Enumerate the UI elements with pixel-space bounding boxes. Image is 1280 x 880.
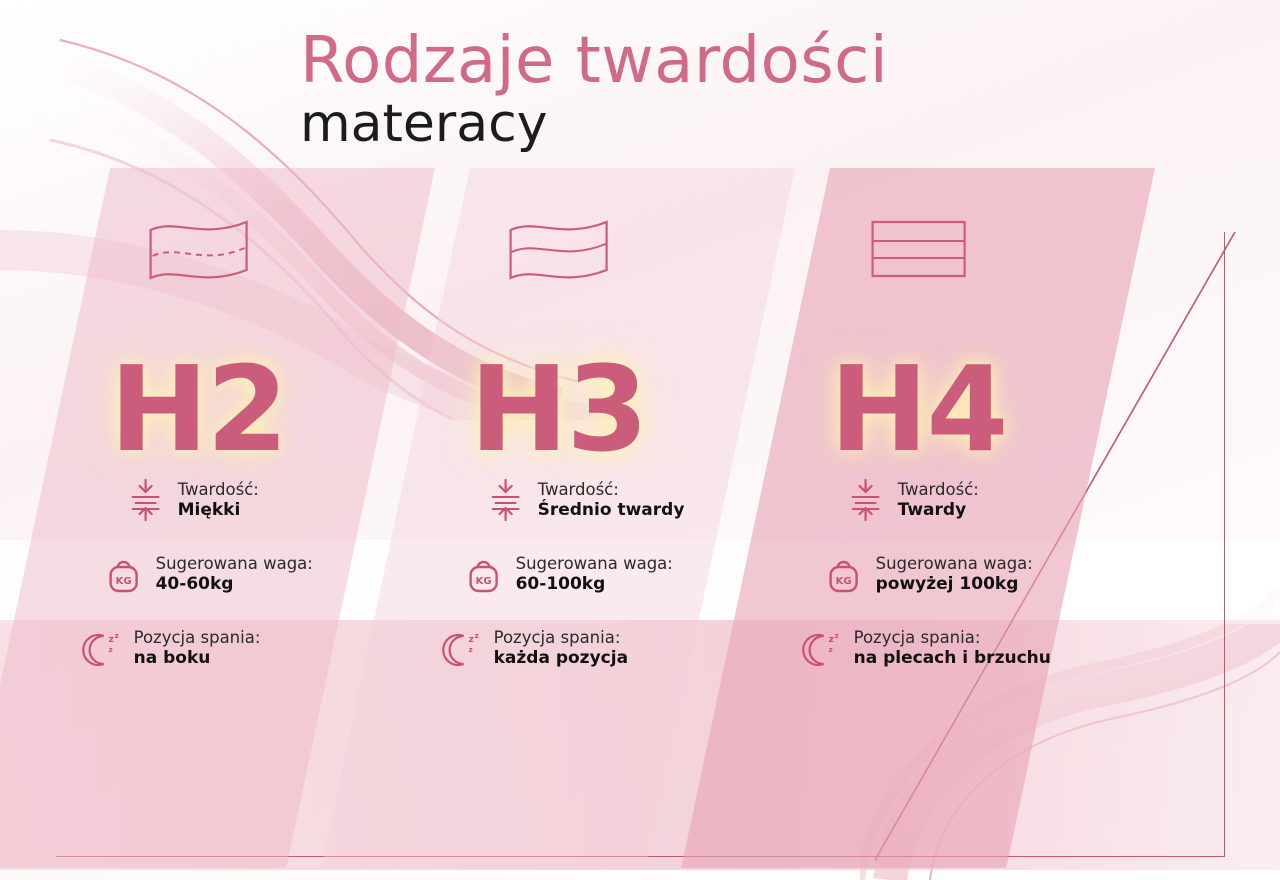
svg-text:z: z (108, 646, 113, 654)
svg-text:z: z (108, 635, 114, 645)
mattress-layers-icon (498, 208, 618, 300)
hardness-value-h4: Twardy (897, 499, 967, 520)
info-row-position (442, 626, 773, 670)
header (300, 24, 1000, 155)
kg-badge-text: KG (475, 576, 492, 587)
page-subtitle: materacy (300, 94, 548, 155)
mattress-layers-icon (138, 208, 258, 300)
hardness-code-h3: H3 (469, 340, 647, 478)
info-row-hardness (486, 478, 773, 522)
position-value-h3: każda pozycja (493, 647, 629, 668)
page-title: Rodzaje twardości (300, 24, 889, 98)
kettlebell-kg-icon (824, 552, 864, 596)
info-row-position (82, 626, 413, 670)
svg-text:z: z (834, 632, 839, 640)
panel-info-rows-h3 (396, 478, 773, 700)
weight-label-h3: Sugerowana waga: (515, 553, 673, 573)
info-row-weight (104, 552, 413, 596)
svg-text:z: z (114, 632, 119, 640)
svg-text:z: z (828, 635, 834, 645)
hardness-value-h2: Miękki (177, 499, 241, 520)
hardness-label-h3: Twardość: (537, 479, 619, 499)
kettlebell-kg-icon (104, 552, 144, 596)
weight-value-h2: 40-60kg (155, 573, 234, 594)
weight-value-h3: 60-100kg (515, 573, 606, 594)
info-row-hardness (126, 478, 413, 522)
position-value-h4: na plecach i brzuchu (853, 647, 1051, 668)
hardness-code-h2: H2 (109, 340, 287, 478)
kg-badge-text: KG (835, 576, 852, 587)
info-row-weight (824, 552, 1133, 596)
weight-value-h4: powyżej 100kg (875, 573, 1019, 594)
compression-arrows-icon (846, 478, 886, 522)
position-value-h2: na boku (133, 647, 211, 668)
sleeping-moon-zzz-icon (802, 626, 842, 670)
weight-label-h2: Sugerowana waga: (155, 553, 313, 573)
sleeping-moon-zzz-icon (82, 626, 122, 670)
svg-text:z: z (468, 646, 473, 654)
hardness-value-h3: Średnio twardy (537, 499, 685, 520)
info-row-weight (464, 552, 773, 596)
position-label-h2: Pozycja spania: (133, 627, 261, 647)
panel-info-rows-h2 (36, 478, 413, 700)
hardness-code-h4: H4 (829, 340, 1007, 478)
sleeping-moon-zzz-icon (442, 626, 482, 670)
hardness-label-h2: Twardość: (177, 479, 259, 499)
svg-text:z: z (828, 646, 833, 654)
info-row-position (802, 626, 1133, 670)
panel-info-rows-h4 (756, 478, 1133, 700)
svg-text:z: z (468, 635, 474, 645)
position-label-h4: Pozycja spania: (853, 627, 981, 647)
info-row-hardness (846, 478, 1133, 522)
mattress-layers-icon (858, 208, 978, 300)
weight-label-h4: Sugerowana waga: (875, 553, 1033, 573)
position-label-h3: Pozycja spania: (493, 627, 621, 647)
kettlebell-kg-icon (464, 552, 504, 596)
hardness-label-h4: Twardość: (897, 479, 979, 499)
svg-text:z: z (474, 632, 479, 640)
kg-badge-text: KG (115, 576, 132, 587)
compression-arrows-icon (486, 478, 526, 522)
compression-arrows-icon (126, 478, 166, 522)
